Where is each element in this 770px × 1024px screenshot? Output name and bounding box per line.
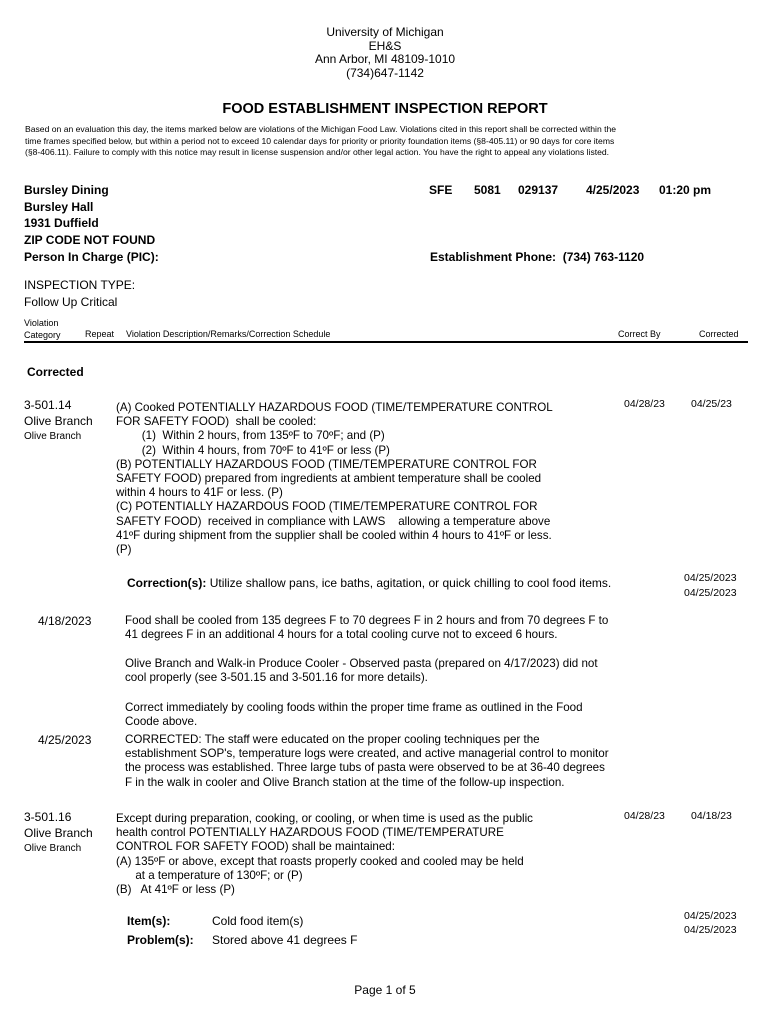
establishment-phone-row [430, 250, 644, 264]
col-correct-by: Correct By [618, 329, 661, 339]
correction-date: 04/25/2023 [684, 572, 737, 584]
violation-location: Olive Branch [24, 414, 93, 428]
remark-line: establishment SOP's, temperature logs were created, and active managerial control to monitor [125, 747, 609, 761]
problem-label: Problem(s): [127, 933, 194, 947]
col-repeat: Repeat [85, 329, 115, 339]
description-line: (B) POTENTIALLY HAZARDOUS FOOD (TIME/TEMPERATURE CONTROL FOR [116, 457, 537, 471]
description-line: (P) [116, 543, 132, 557]
establishment-building: Bursley Hall [24, 200, 94, 214]
violation-location-sub: Olive Branch [24, 431, 82, 442]
description-line: (C) POTENTIALLY HAZARDOUS FOOD (TIME/TEMPERATURE CONTROL FOR [116, 500, 538, 514]
problem-value: Stored above 41 degrees F [212, 933, 358, 947]
intro-line: (§8-406.11). Failure to comply with this notice may result in license suspension and/or other legal action. You have the right to appeal any violations listed. [25, 147, 610, 157]
description-line: FOR SAFETY FOOD) shall be cooled: [116, 415, 317, 429]
violation-corrected-date: 04/18/23 [691, 810, 732, 822]
remark-line: Correct immediately by cooling foods within the proper time frame as outlined in the Food [125, 701, 583, 714]
description-line: 41ºF during shipment from the supplier shall be cooled within 4 hours to 41ºF or less. [116, 528, 552, 542]
violation-location: Olive Branch [24, 826, 93, 840]
remark-paragraph [125, 701, 583, 729]
description-line: SAFETY FOOD) prepared from ingredients at ambient temperature shall be cooled [116, 472, 542, 486]
intro-paragraph [25, 124, 750, 159]
col-violation: Violation [24, 318, 59, 328]
description-line: (1) Within 2 hours, from 135ºF to 70ºF; and (P) [116, 429, 385, 443]
agency-phone: (734)647-1142 [346, 65, 424, 80]
violation-location-sub: Olive Branch [24, 843, 82, 854]
establishment-address: 1931 Duffield [24, 216, 99, 230]
intro-line: Based on an evaluation this day, the items marked below are violations of the Michigan Food Law. Violations cited in this report shall be corrected within the [25, 124, 617, 134]
correction-row [127, 576, 611, 590]
violation-code: 3-501.16 [24, 810, 72, 824]
inspection-date: 4/25/2023 [586, 183, 640, 197]
inspection-time: 01:20 pm [659, 183, 712, 197]
establishment-phone: (734) 763-1120 [562, 250, 645, 264]
remark-date: 4/18/2023 [38, 614, 92, 628]
pic-label: Person In Charge (PIC): [24, 250, 159, 264]
description-line: (B) At 41ºF or less (P) [116, 883, 235, 897]
item-date: 04/25/2023 [684, 910, 737, 922]
establishment-number-2: 029137 [518, 183, 559, 197]
header-rule [24, 341, 748, 343]
inspection-type-label: INSPECTION TYPE: [24, 278, 136, 292]
remark-line: Food shall be cooled from 135 degrees F to 70 degrees F in 2 hours and from 70 degrees F to [125, 614, 609, 627]
remark-paragraph [125, 657, 598, 685]
remark-paragraph [125, 733, 609, 790]
establishment-phone-label: Establishment Phone: [430, 250, 557, 264]
violation-correct-by: 04/28/23 [624, 810, 665, 822]
remark-line: F in the walk in cooler and Olive Branch station at the time of the follow-up inspection. [125, 775, 565, 789]
violation-description [116, 401, 553, 557]
section-corrected: Corrected [27, 365, 84, 379]
description-line: (A) Cooked POTENTIALLY HAZARDOUS FOOD (TIME/TEMPERATURE CONTROL [116, 401, 553, 414]
remark-line: Coode above. [125, 715, 198, 729]
remark-paragraph [125, 614, 608, 642]
description-line: within 4 hours to 41F or less. (P) [116, 486, 283, 500]
item-date: 04/25/2023 [684, 924, 737, 936]
description-line: CONTROL FOR SAFETY FOOD) shall be maintained: [116, 840, 395, 854]
correction-text: Utilize shallow pans, ice baths, agitation, or quick chilling to cool food items. [209, 576, 612, 590]
establishment-zip: ZIP CODE NOT FOUND [24, 233, 156, 247]
report-title: FOOD ESTABLISHMENT INSPECTION REPORT [222, 101, 548, 117]
col-category: Category [24, 330, 61, 340]
violation-corrected-date: 04/25/23 [691, 398, 732, 410]
remark-line: Olive Branch and Walk-in Produce Cooler - Observed pasta (prepared on 4/17/2023) did not [125, 657, 598, 670]
correction-date: 04/25/2023 [684, 587, 737, 599]
violation-code: 3-501.14 [24, 398, 72, 412]
remark-line: the process was established. Three large tubs of pasta were observed to be at 36-40 degrees [125, 761, 605, 775]
description-line: (2) Within 4 hours, from 70ºF to 41ºF or less (P) [116, 443, 390, 457]
description-line: at a temperature of 130ºF; or (P) [116, 868, 303, 882]
inspection-type-value: Follow Up Critical [24, 295, 118, 309]
agency-header [0, 26, 770, 80]
col-description: Violation Description/Remarks/Correction Schedule [126, 329, 331, 339]
remark-line: CORRECTED: The staff were educated on the proper cooling techniques per the [125, 733, 540, 746]
violation-correct-by: 04/28/23 [624, 398, 665, 410]
remark-line: cool properly (see 3-501.15 and 3-501.16 for more details). [125, 671, 428, 685]
description-line: SAFETY FOOD) received in compliance with LAWS allowing a temperature above [116, 514, 551, 528]
agency-city: Ann Arbor, MI 48109-1010 [314, 52, 456, 67]
establishment-name: Bursley Dining [24, 183, 109, 197]
correction-label: Correction(s): [127, 576, 207, 590]
agency-org: University of Michigan [326, 25, 444, 39]
items-value: Cold food item(s) [212, 914, 304, 928]
description-line: Except during preparation, cooking, or cooling, or when time is used as the public [116, 812, 533, 825]
agency-dept: EH&S [368, 38, 402, 53]
col-corrected: Corrected [699, 329, 739, 339]
description-line: (A) 135ºF or above, except that roasts properly cooked and cooled may be held [116, 854, 524, 868]
items-label: Item(s): [127, 914, 171, 928]
remark-line: 41 degrees F in an additional 4 hours for a total cooling curve not to exceed 6 hours. [125, 628, 558, 642]
intro-line: time frames specified below, but within a period not to exceed 10 calendar days for priority or priority foundation items (§8-405.11) or 90 days for core items [25, 135, 615, 146]
establishment-number-1: 5081 [474, 183, 501, 197]
page-number: Page 1 of 5 [354, 983, 416, 997]
violation-description [116, 812, 533, 897]
remark-date: 4/25/2023 [38, 733, 92, 747]
description-line: health control POTENTIALLY HAZARDOUS FOOD (TIME/TEMPERATURE [116, 826, 504, 840]
establishment-type-code: SFE [429, 183, 453, 197]
